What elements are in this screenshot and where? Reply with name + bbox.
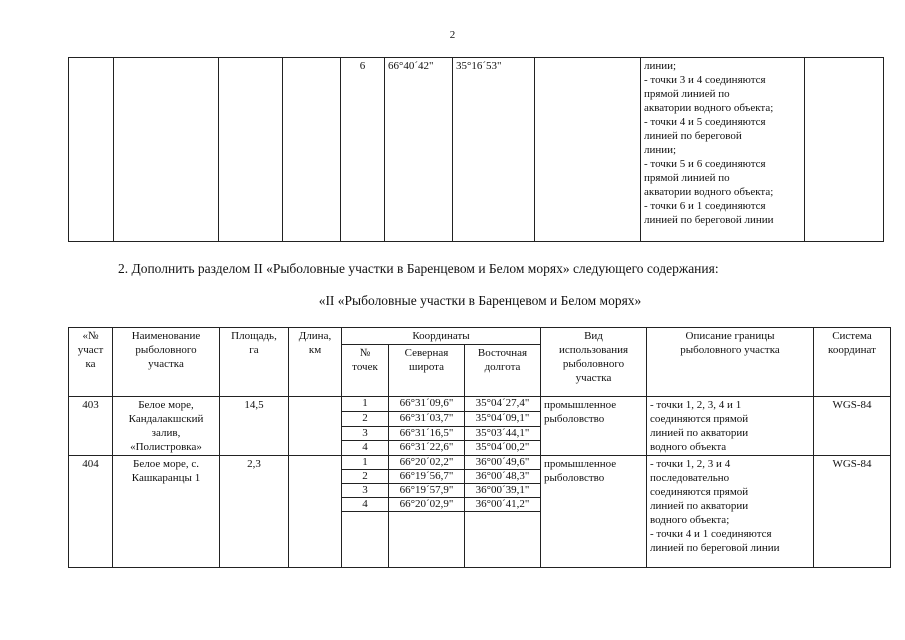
header-boundary: Описание границы рыболовного участка [647,328,814,397]
point-number: 3 [342,484,389,498]
header-use: Вид использования рыболовного участка [541,328,647,397]
latitude: 66°19´57,9" [389,484,465,498]
coordinate-system: WGS-84 [814,456,891,568]
point-number: 6 [341,58,385,242]
cell-empty [535,58,641,242]
header-row [69,328,891,345]
area-size: 2,3 [220,456,289,568]
section-title: «II «Рыболовные участки в Баренцевом и Белом морях» [318,293,642,308]
longitude: 35°04´27,4" [465,397,541,412]
latitude: 66°20´02,9" [389,498,465,512]
longitude: 35°04´09,1" [465,411,541,426]
header-points: № точек [342,345,389,397]
point-number: 2 [342,470,389,484]
use-type: промышленное рыболовство [541,397,647,456]
point-number: 1 [342,397,389,412]
point-number: 2 [342,411,389,426]
cell-empty [283,58,341,242]
latitude: 66°31´16,5" [389,426,465,441]
latitude: 66°31´09,6" [389,397,465,412]
longitude: 36°00´39,1" [465,484,541,498]
area-name: Белое море, Кандалакшский залив, «Полистровка» [113,397,220,456]
point-number: 4 [342,498,389,512]
table-row [69,397,891,412]
header-num: «№ участ ка [69,328,113,397]
header-length: Длина, км [289,328,342,397]
length [289,397,342,456]
area-size: 14,5 [220,397,289,456]
page-number: 2 [449,29,456,41]
cell-empty [219,58,283,242]
latitude: 66°31´03,7" [389,411,465,426]
latitude: 66°20´02,2" [389,456,465,470]
cell-empty [342,512,389,568]
fishing-areas-table [68,327,891,568]
header-east: Восточная долгота [465,345,541,397]
cell-empty [465,512,541,568]
header-north: Северная широта [389,345,465,397]
paragraph: 2. Дополнить разделом II «Рыболовные участки в Баренцевом и Белом морях» следующего содержания: [118,261,719,276]
cell-empty [389,512,465,568]
boundary-description: - точки 1, 2, 3 и 4 последовательно соединяются прямой линией по акватории водного объекта; - точки 4 и 1 соединяются линией по береговой линии [647,456,814,568]
point-number: 1 [342,456,389,470]
longitude: 35°16´53" [453,58,535,242]
length [289,456,342,568]
continued-table [68,57,884,242]
latitude: 66°40´42" [385,58,453,242]
area-number: 404 [69,456,113,568]
header-coordinates: Координаты [342,328,541,345]
point-number: 4 [342,441,389,456]
cell-empty [114,58,219,242]
header-area: Площадь, га [220,328,289,397]
cell-empty [805,58,884,242]
latitude: 66°19´56,7" [389,470,465,484]
point-number: 3 [342,426,389,441]
longitude: 35°04´00,2" [465,441,541,456]
boundary-description: - точки 1, 2, 3, 4 и 1 соединяются прямой линией по акватории водного объекта [647,397,814,456]
longitude: 36°00´48,3" [465,470,541,484]
area-name: Белое море, с. Кашкаранцы 1 [113,456,220,568]
boundary-description: линии; - точки 3 и 4 соединяются прямой линией по акватории водного объекта; - точки 4 и 5 соединяются линией по береговой линии; - точки 5 и 6 соединяются прямой линией по акватории водного объекта; - точки 6 и 1 соединяются линией по береговой линии [641,58,805,242]
cell-empty [69,58,114,242]
use-type: промышленное рыболовство [541,456,647,568]
table-row [69,456,891,470]
longitude: 35°03´44,1" [465,426,541,441]
coordinate-system: WGS-84 [814,397,891,456]
longitude: 36°00´49,6" [465,456,541,470]
header-system: Система координат [814,328,891,397]
longitude: 36°00´41,2" [465,498,541,512]
latitude: 66°31´22,6" [389,441,465,456]
area-number: 403 [69,397,113,456]
header-name: Наименование рыболовного участка [113,328,220,397]
